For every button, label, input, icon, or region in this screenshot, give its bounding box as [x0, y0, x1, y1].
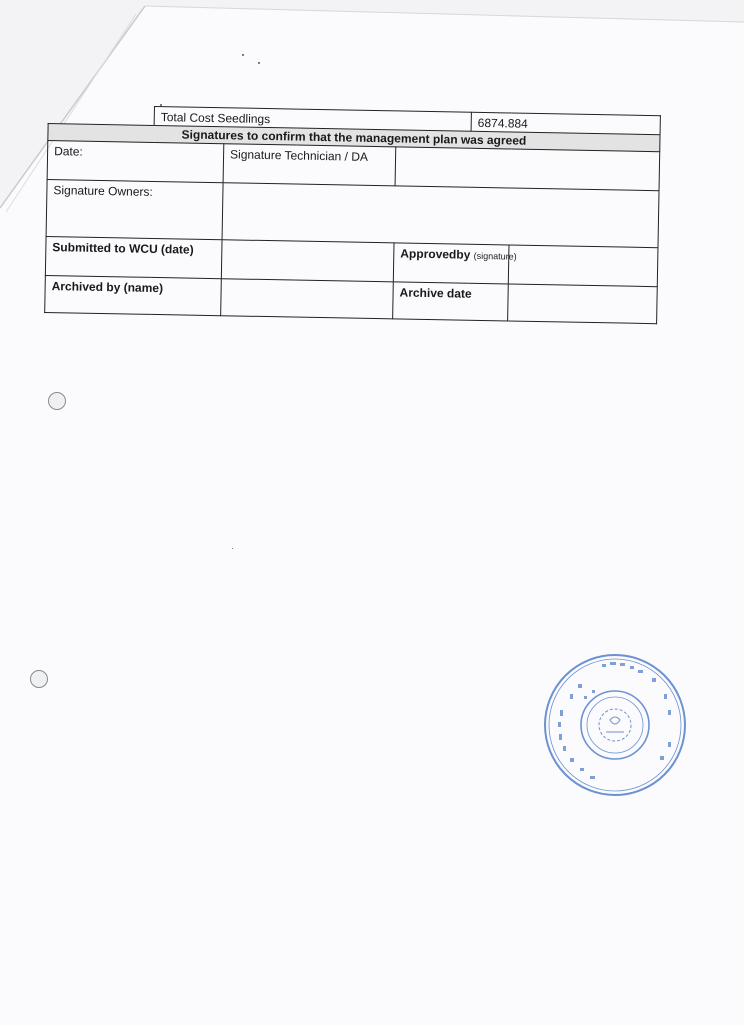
- archived-by-label: [45, 275, 222, 315]
- punch-hole-top: [48, 392, 66, 410]
- submitted-to-wcu-text: Submitted to WCU (date): [52, 240, 194, 257]
- archive-date-label: [393, 282, 509, 321]
- signatures-header: Signatures to confirm that the management plan was agreed: [48, 124, 660, 152]
- approved-by-text: Approvedby: [400, 246, 471, 262]
- approved-by-sub: (signature): [473, 250, 517, 262]
- management-plan-form: [43, 104, 665, 365]
- technician-signature-field[interactable]: [395, 147, 660, 191]
- archive-date-text: Archive date: [399, 285, 472, 301]
- owners-signature-label: Signature Owners:: [46, 179, 223, 239]
- scan-speck: [232, 548, 233, 549]
- archived-by-text: Archived by (name): [51, 279, 164, 296]
- approved-signature-field[interactable]: [508, 245, 658, 287]
- archive-date-field[interactable]: [508, 284, 658, 324]
- scan-speck: [258, 62, 260, 64]
- approved-by-label: [393, 243, 517, 284]
- blank-cell: [48, 105, 154, 126]
- submitted-date-field[interactable]: [221, 240, 394, 282]
- submitted-to-wcu-label: [45, 236, 222, 278]
- date-label: Date:: [47, 141, 224, 183]
- signature-table: [44, 104, 661, 324]
- punch-hole-bottom: [30, 670, 48, 688]
- archived-by-field[interactable]: [221, 279, 394, 319]
- official-stamp: [540, 650, 690, 800]
- technician-signature-label: Signature Technician / DA: [223, 144, 396, 186]
- total-cost-value: 6874.884: [471, 112, 660, 134]
- scan-speck: [242, 54, 244, 56]
- owners-signature-field[interactable]: [222, 183, 659, 248]
- total-cost-label: Total Cost Seedlings: [154, 106, 471, 131]
